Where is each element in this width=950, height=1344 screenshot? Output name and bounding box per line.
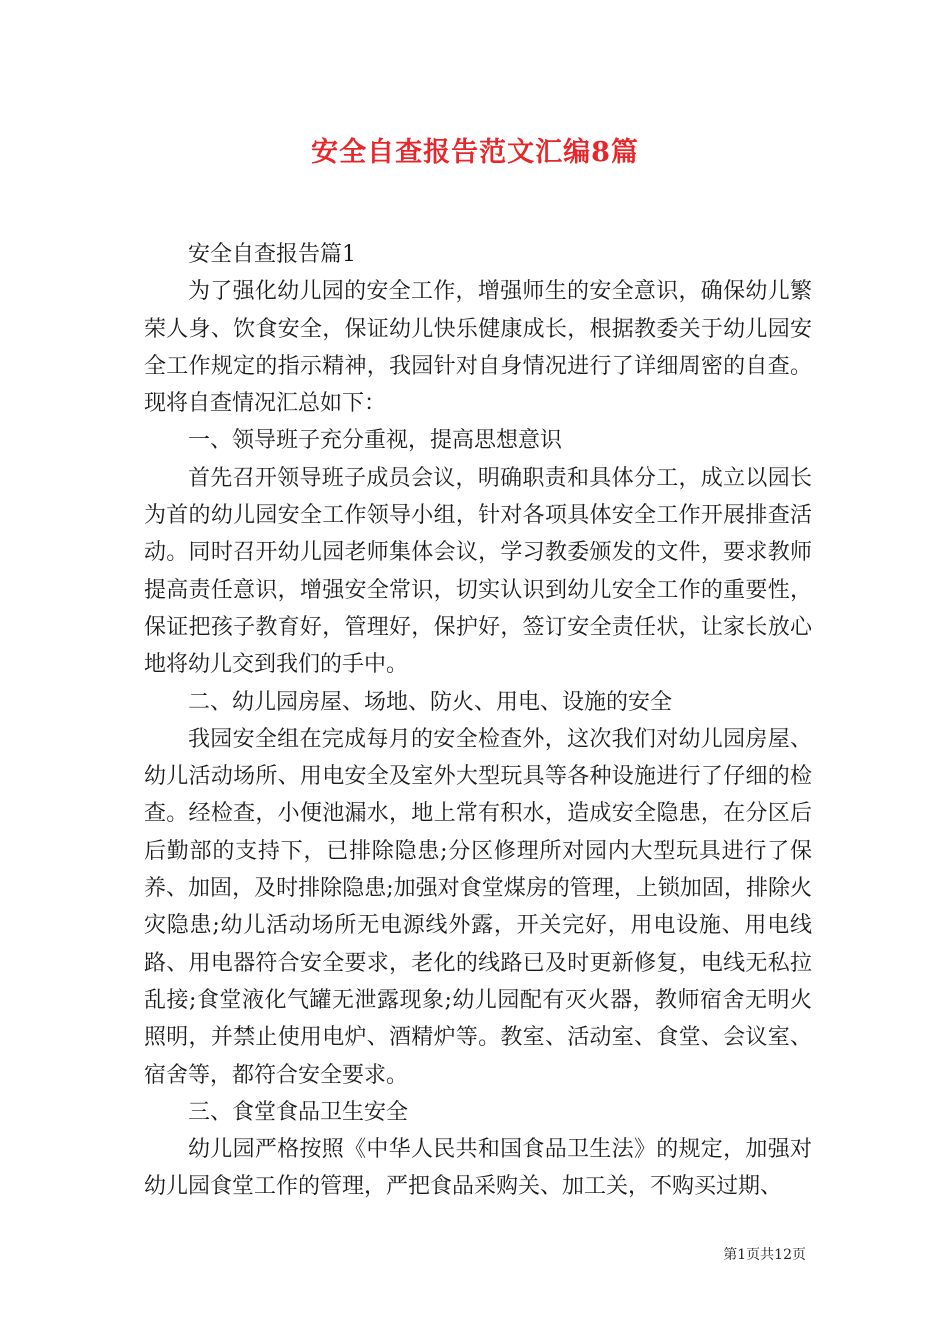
paragraph: 幼儿园严格按照《中华人民共和国食品卫生法》的规定，加强对幼儿园食堂工作的管理，严把食品采购关、加工关，不购买过期、: [144, 1137, 812, 1200]
document-title: 安全自查报告范文汇编8篇: [311, 137, 639, 168]
section-heading: 三、食堂食品卫生安全: [188, 1099, 409, 1125]
section-heading: 一、领导班子充分重视，提高思想意识: [188, 428, 563, 454]
section-heading: 二、幼儿园房屋、场地、防火、用电、设施的安全: [188, 689, 673, 715]
paragraph: 我园安全组在完成每月的安全检查外，这次我们对幼儿园房屋、幼儿活动场所、用电安全及室外大型玩具等各种设施进行了仔细的检查。经检查，小便池漏水，地上常有积水，造成安全隐患，在分区后后勤部的支持下，已排除隐患;分区修理所对园内大型玩具进行了保养、加固，及时排除隐患;加强对食堂煤房的管理，上锁加固，排除火灾隐患;幼儿活动场所无电源线外露，开关完好，用电设施、用电线路、用电器符合安全要求，老化的线路已及时更新修复，电线无私拉乱接;食堂液化气罐无泄露现象;幼儿园配有灭火器，教师宿舍无明火照明，并禁止使用电炉、酒精炉等。教室、活动室、食堂、会议室、宿舍等，都符合安全要求。: [144, 726, 812, 1088]
paragraph: 首先召开领导班子成员会议，明确职责和具体分工，成立以园长为首的幼儿园安全工作领导小组，针对各项具体安全工作开展排查活动。同时召开幼儿园老师集体会议，学习教委颁发的文件，要求教师提高责任意识，增强安全常识，切实认识到幼儿安全工作的重要性，保证把孩子教育好，管理好，保护好，签订安全责任状，让家长放心地将幼儿交到我们的手中。: [144, 465, 812, 678]
document-body: [144, 236, 812, 1206]
page-number: 第1页共12页: [723, 1247, 806, 1263]
section-heading: 安全自查报告篇1: [188, 242, 356, 267]
paragraph: 为了强化幼儿园的安全工作，增强师生的安全意识，确保幼儿繁荣人身、饮食安全，保证幼儿快乐健康成长，根据教委关于幼儿园安全工作规定的指示精神，我园针对自身情况进行了详细周密的自查。现将自查情况汇总如下：: [144, 279, 812, 417]
